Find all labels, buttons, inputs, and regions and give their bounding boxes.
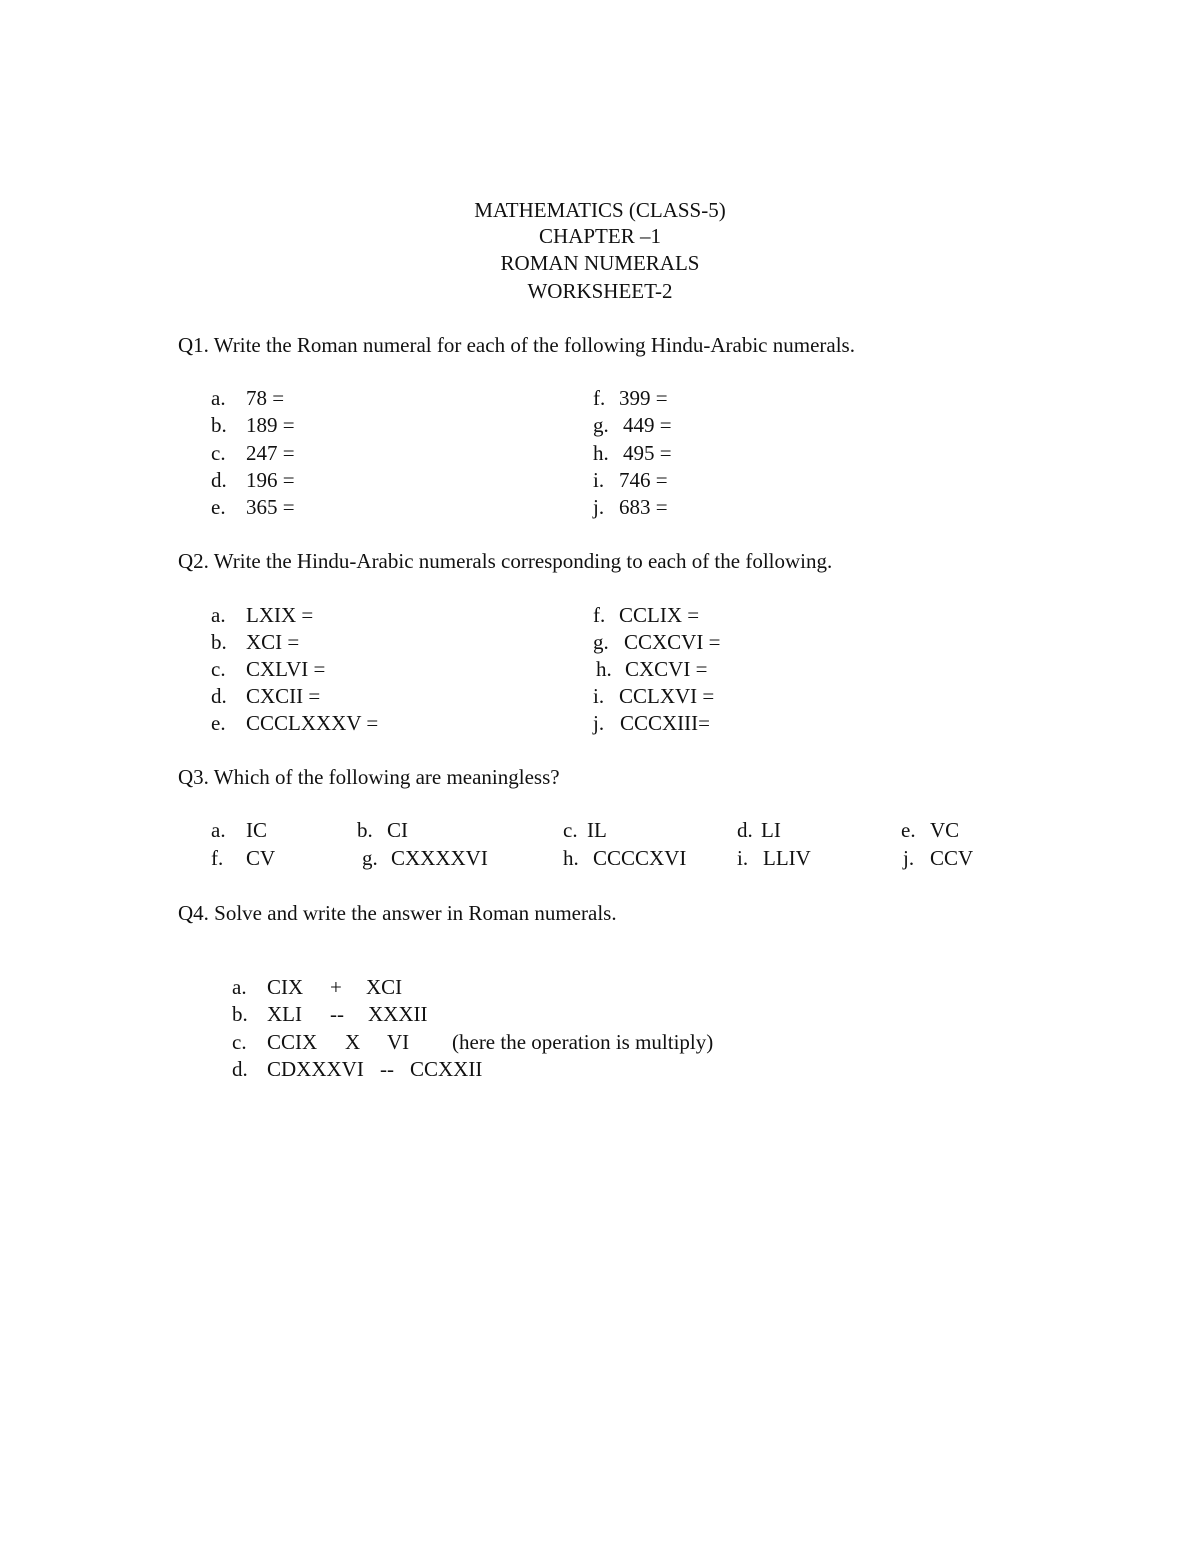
q4-item-b: b. XLI -- XXXII <box>232 1002 428 1026</box>
q1-item-h: h. 495 = <box>593 441 672 465</box>
q1-item-a: a. 78 = <box>211 386 285 410</box>
q2-item-b: b. XCI = <box>211 630 300 654</box>
q1-item-c: c. 247 = <box>211 441 295 465</box>
worksheet-number: WORKSHEET-2 <box>527 279 673 303</box>
topic-heading: ROMAN NUMERALS <box>500 251 700 275</box>
q1-item-d: d. 196 = <box>211 468 295 492</box>
q1-item-f: f. 399 = <box>593 386 668 410</box>
q3-item-e: e. VC <box>901 818 960 842</box>
q1-item-b: b. 189 = <box>211 413 295 437</box>
q3-item-h: h. CCCCXVI <box>563 846 687 870</box>
q4-item-a: a. CIX + XCI <box>232 975 403 999</box>
q3-item-a: a. IC <box>211 818 267 842</box>
q1-prompt: Q1. Write the Roman numeral for each of the following Hindu-Arabic numerals. <box>178 333 855 357</box>
q2-item-g: g. CCXCVI = <box>593 630 721 654</box>
q2-item-e: e. CCCLXXXV = <box>211 711 379 735</box>
q3-item-i: i. LLIV <box>737 846 811 870</box>
q2-item-c: c. CXLVI = <box>211 657 326 681</box>
q2-item-i: i. CCLXVI = <box>593 684 715 708</box>
q1-item-g: g. 449 = <box>593 413 672 437</box>
q3-item-g: g. CXXXXVI <box>362 846 488 870</box>
q4-prompt: Q4. Solve and write the answer in Roman numerals. <box>178 901 617 925</box>
q2-item-j: j. CCCXIII= <box>593 711 711 735</box>
q1-item-e: e. 365 = <box>211 495 295 519</box>
q4-item-c: c. CCIX X VI (here the operation is multiply) <box>232 1030 714 1054</box>
q3-item-f: f. CV <box>211 846 276 870</box>
q3-item-c: c. IL <box>563 818 607 842</box>
worksheet-title: MATHEMATICS (CLASS-5) <box>474 198 726 222</box>
q3-item-j: j. CCV <box>903 846 974 870</box>
q3-item-d: d. LI <box>737 818 781 842</box>
q2-item-f: f. CCLIX = <box>593 603 700 627</box>
q3-prompt: Q3. Which of the following are meaningless? <box>178 765 560 789</box>
q2-prompt: Q2. Write the Hindu-Arabic numerals corresponding to each of the following. <box>178 549 833 573</box>
chapter-heading: CHAPTER –1 <box>539 224 661 248</box>
q2-item-a: a. LXIX = <box>211 603 314 627</box>
q2-item-d: d. CXCII = <box>211 684 321 708</box>
q1-item-j: j. 683 = <box>593 495 668 519</box>
q1-item-i: i. 746 = <box>593 468 668 492</box>
q2-item-h: h. CXCVI = <box>596 657 708 681</box>
q3-item-b: b. CI <box>357 818 408 842</box>
q4-item-d: d. CDXXXVI -- CCXXII <box>232 1057 483 1081</box>
